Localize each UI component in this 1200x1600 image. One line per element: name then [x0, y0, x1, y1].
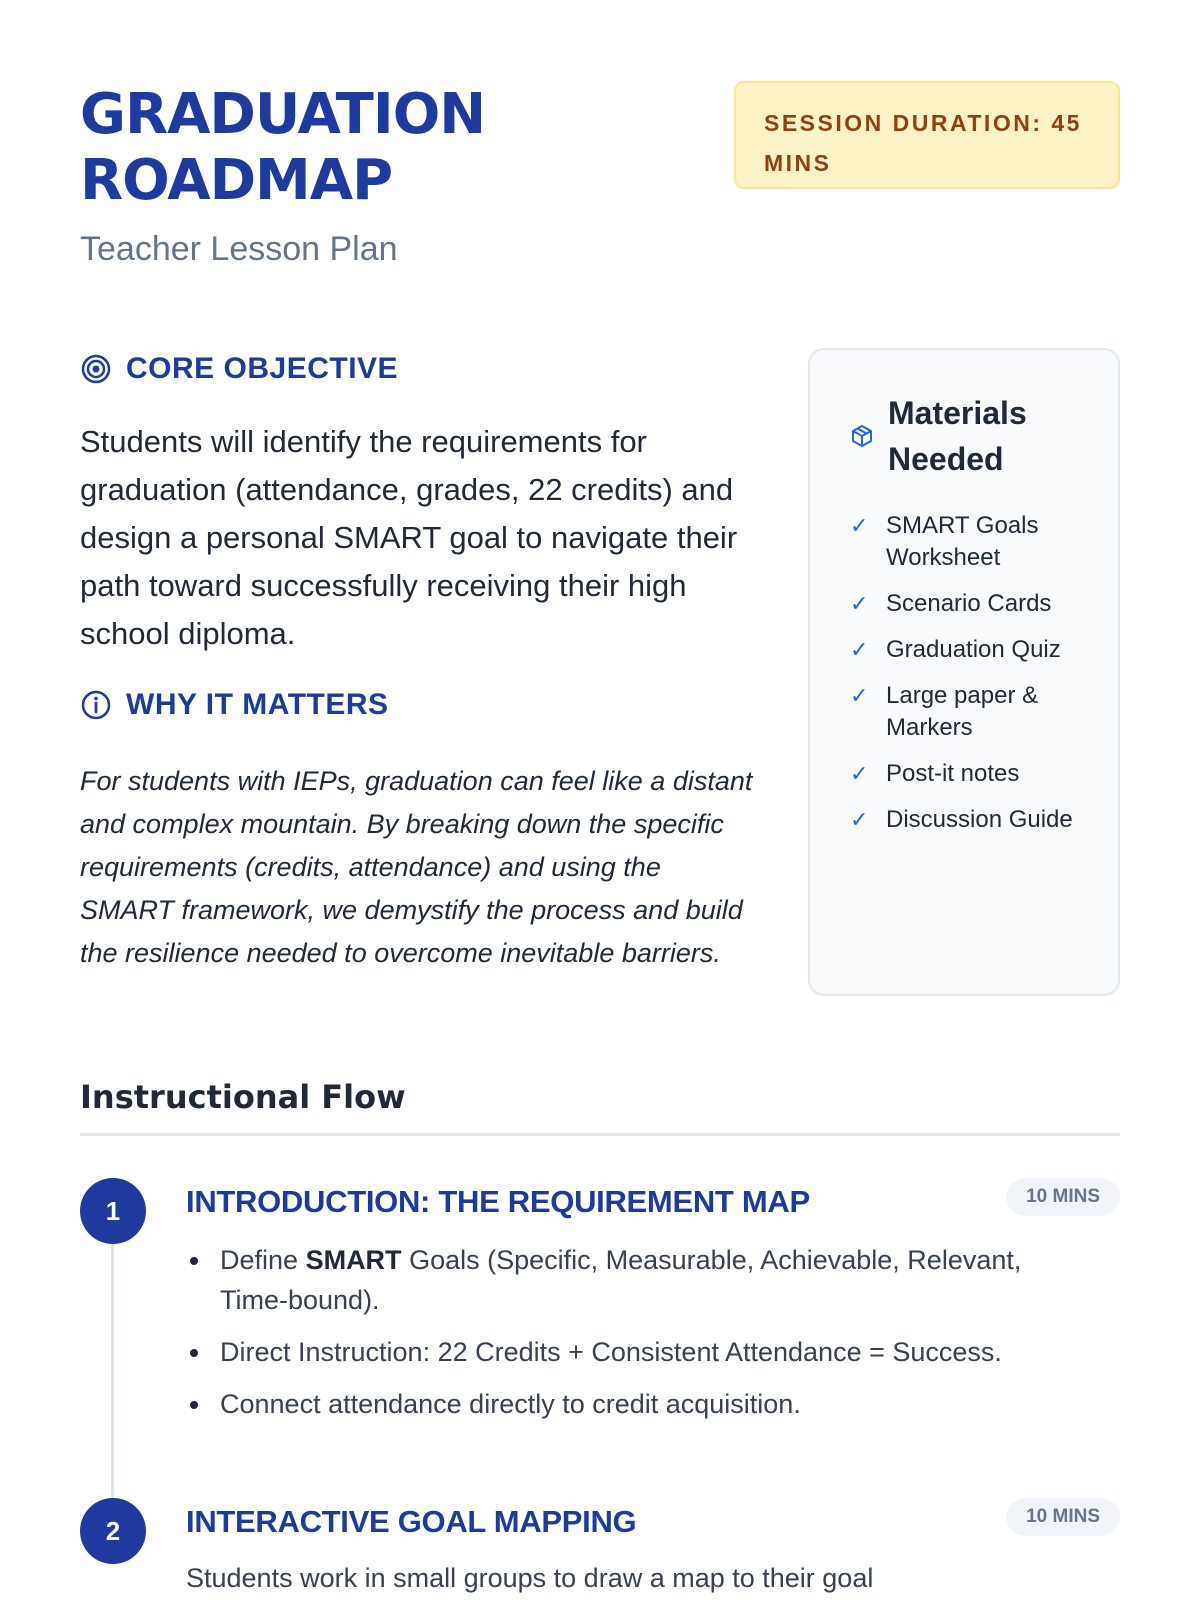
materials-header	[850, 390, 1088, 482]
material-label: SMART Goals Worksheet	[886, 512, 1039, 571]
material-item	[850, 680, 1088, 744]
target-icon	[80, 353, 112, 385]
material-label: Scenario Cards	[886, 590, 1052, 617]
step-duration-badge: 10 MINS	[1006, 1178, 1120, 1216]
session-duration-badge: SESSION DURATION: 45 MINS	[734, 81, 1120, 189]
material-label: Post-it notes	[886, 760, 1020, 787]
page-subtitle: Teacher Lesson Plan	[80, 230, 398, 268]
core-objective-text: Students will identify the requirements for graduation (attendance, grades, 22 credits) and design a personal SMART goal to navigate their path toward successfully receiving their high school diploma.	[80, 424, 738, 651]
bullet-text: Define	[220, 1245, 306, 1275]
step-number: 1	[80, 1178, 146, 1244]
core-objective-heading	[80, 352, 398, 386]
material-item	[850, 758, 1088, 790]
instructional-flow-title: Instructional Flow	[80, 1078, 406, 1116]
material-label: Large paper & Markers	[886, 682, 1039, 741]
step-bullets	[186, 1240, 1086, 1436]
check-icon: ✓	[850, 683, 869, 708]
materials-card	[808, 348, 1120, 996]
material-item	[850, 510, 1088, 574]
material-label: Discussion Guide	[886, 806, 1073, 833]
material-item	[850, 804, 1088, 836]
lesson-plan-page	[80, 0, 1120, 1600]
step-number: 2	[80, 1498, 146, 1564]
info-icon	[80, 689, 112, 721]
list-item	[186, 1240, 1086, 1320]
divider	[80, 1133, 1120, 1136]
why-it-matters-text: For students with IEPs, graduation can feel like a distant and complex mountain. By breaking down the specific requirements (credits, attendance) and using the SMART framework, we demystify the process and build the resilience needed to overcome inevitable barriers.	[80, 766, 753, 968]
check-icon: ✓	[850, 807, 869, 832]
step-duration-badge: 10 MINS	[1006, 1498, 1120, 1536]
core-objective-label: CORE OBJECTIVE	[126, 352, 399, 385]
list-item	[186, 1332, 1086, 1372]
why-it-matters-heading	[80, 688, 389, 722]
step-description: Students work in small groups to draw a map to their goal	[186, 1563, 874, 1593]
material-item	[850, 634, 1088, 666]
check-icon: ✓	[850, 637, 869, 662]
page-title: GRADUATION ROADMAP	[80, 82, 486, 213]
bullet-text: Goals (Specific, Measurable, Achievable, Relevant, Time-bound).	[220, 1245, 1022, 1315]
bullet-text: Connect attendance directly to credit acquisition.	[220, 1389, 801, 1419]
materials-list	[850, 510, 1088, 836]
list-item	[186, 1384, 1086, 1424]
bullet-bold-text: SMART	[305, 1245, 402, 1275]
check-icon: ✓	[850, 591, 869, 616]
step-title: INTERACTIVE GOAL MAPPING	[186, 1504, 637, 1539]
bullet-text: Direct Instruction: 22 Credits + Consistent Attendance = Success.	[220, 1337, 1002, 1367]
material-label: Graduation Quiz	[886, 636, 1061, 663]
check-icon: ✓	[850, 761, 869, 786]
box-icon	[850, 424, 874, 448]
materials-title: Materials Needed	[888, 395, 1027, 477]
step-title: INTRODUCTION: THE REQUIREMENT MAP	[186, 1184, 810, 1219]
material-item	[850, 588, 1088, 620]
timeline-connector	[111, 1230, 114, 1530]
check-icon: ✓	[850, 513, 869, 538]
why-it-matters-label: WHY IT MATTERS	[126, 688, 389, 721]
